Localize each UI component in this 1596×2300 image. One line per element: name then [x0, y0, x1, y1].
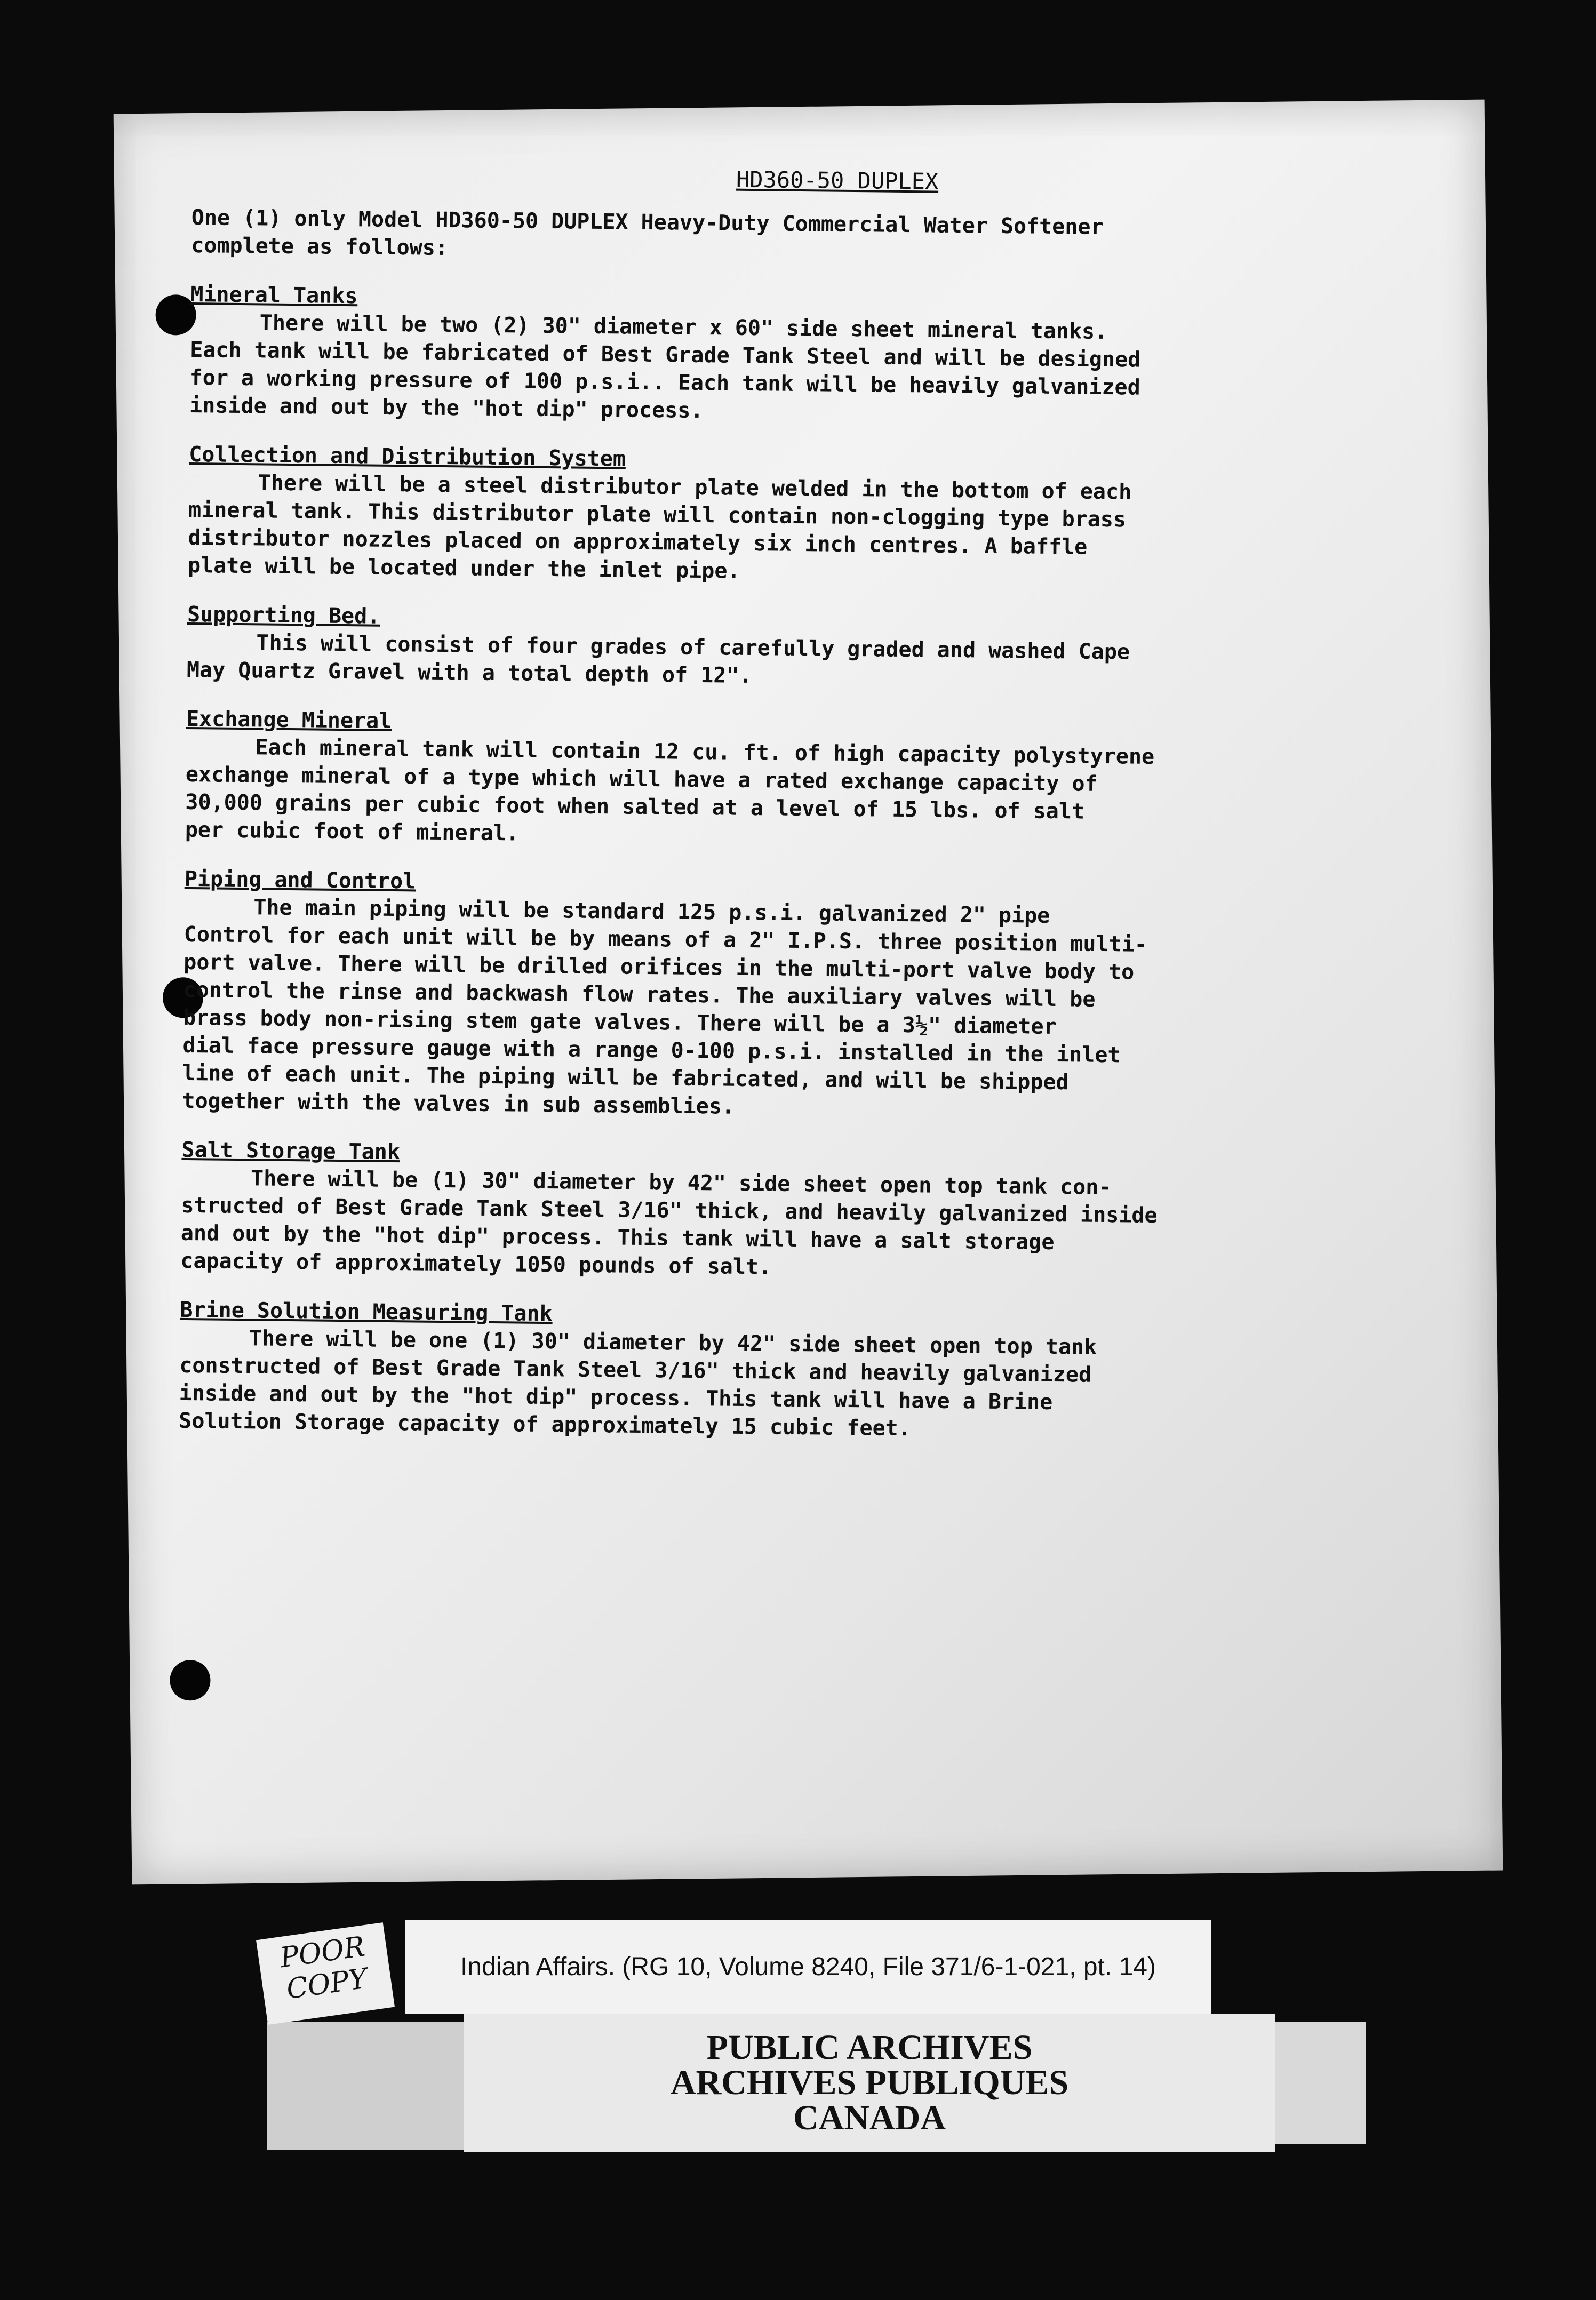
section-body: There will be one (1) 30" diameter by 42" side sheet open top tank constructed of Best Grade Tank Steel 3/16" thick and heavily galvanized inside and out by the "hot dip" process. This tank will have a Brine Solution Storage capacity of approximately 15 cubic feet. — [179, 1326, 1097, 1441]
section-mineral-tanks — [189, 281, 1375, 432]
section-heading: Supporting Bed. — [187, 602, 380, 629]
section-salt-storage-tank — [180, 1136, 1366, 1287]
public-archives-label — [464, 2014, 1275, 2152]
archives-line-1: PUBLIC ARCHIVES — [706, 2028, 1033, 2067]
section-heading: Collection and Distribution System — [188, 442, 626, 472]
section-exchange-mineral — [185, 705, 1371, 856]
section-piping-control — [182, 865, 1369, 1127]
section-heading: Brine Solution Measuring Tank — [180, 1297, 553, 1327]
section-heading: Piping and Control — [184, 866, 416, 894]
section-body: There will be two (2) 30" diameter x 60" side sheet mineral tanks. Each tank will be fabricated of Best Grade Tank Steel and will be designed for a working pressure of 100 p.s.i.. Each tank will be heavily galvanized inside and out by the "hot dip" process. — [189, 310, 1141, 424]
section-heading: Mineral Tanks — [190, 282, 358, 309]
document-title: HD360-50 DUPLEX — [736, 166, 939, 195]
section-body: Each mineral tank will contain 12 cu. ft. of high capacity polystyrene exchange mineral of a type which will have a rated exchange capacity of 30,000 grains per cubic foot when salted at a level of 15 lbs. of salt per cubic foot of mineral. — [185, 735, 1155, 846]
section-body: The main piping will be standard 125 p.s.i. galvanized 2" pipe Control for each unit will be by means of a 2" I.P.S. three position multi- port valve. There will be drilled orifices in the multi-port valve body to control the rinse and backwash flow rates. The auxiliary valves will be brass body non-rising stem gate valves. There will be a 3½" diameter dial face pressure gauge with a range 0-100 p.s.i. installed in the inlet line of each unit. The piping will be fabricated, and will be shipped together with the valves in sub assemblies. — [182, 895, 1148, 1119]
punch-hole — [170, 1660, 211, 1701]
archives-line-3: CANADA — [793, 2098, 946, 2137]
section-supporting-bed — [187, 601, 1372, 696]
intro-paragraph: One (1) only Model HD360-50 DUPLEX Heavy-Duty Commercial Water Softener complete as follows: — [191, 205, 1104, 261]
section-brine-tank — [179, 1296, 1364, 1447]
section-body: There will be (1) 30" diameter by 42" side sheet open top tank con- structed of Best Grade Tank Steel 3/16" thick, and heavily galvanized inside and out by the "hot dip" process. This tank will have a salt storage capacity of approximately 1050 pounds of salt. — [180, 1166, 1158, 1280]
section-heading: Exchange Mineral — [186, 706, 392, 733]
section-body: This will consist of four grades of carefully graded and washed Cape May Quartz Gravel with a total depth of 12". — [186, 630, 1130, 689]
archives-line-2: ARCHIVES PUBLIQUES — [670, 2063, 1069, 2102]
section-heading: Salt Storage Tank — [181, 1137, 401, 1165]
tape-strip — [267, 2022, 469, 2150]
section-collection-distribution — [188, 441, 1374, 592]
archive-citation-label — [405, 1920, 1211, 2014]
document-content — [179, 160, 1376, 1468]
poor-copy-stamp: POOR COPY — [256, 1922, 395, 2025]
citation-text: Indian Affairs. (RG 10, Volume 8240, File 371/6-1-021, pt. 14) — [460, 1953, 1156, 1981]
section-body: There will be a steel distributor plate welded in the bottom of each mineral tank. This distributor plate will contain non-clogging type brass distributor nozzles placed on approximately six inch centres. A baffle plate will be located under the inlet pipe. — [187, 470, 1132, 584]
